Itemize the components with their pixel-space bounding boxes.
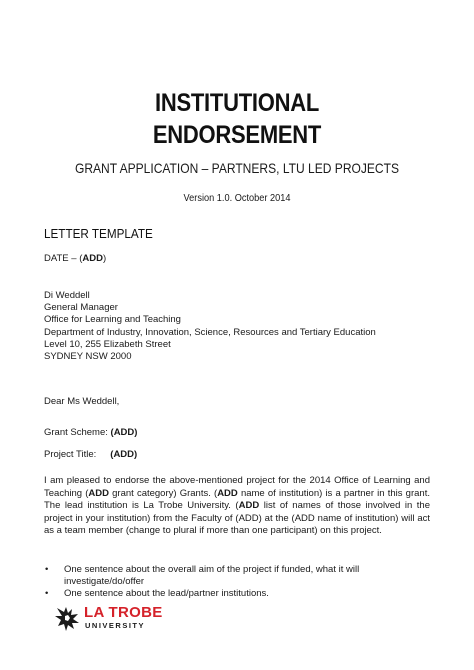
para-text: I am pleased to endorse the above-mentioned project for the 2014 Office of Learning and Teaching ( bbox=[44, 475, 430, 499]
letter-template-heading: LETTER TEMPLATE bbox=[44, 226, 153, 241]
bullet-text: One sentence about the overall aim of the project if funded, what it will investigate/do/offer bbox=[64, 564, 360, 587]
address-line: Level 10, 255 Elizabeth Street bbox=[44, 338, 171, 350]
address-line: Office for Learning and Teaching bbox=[44, 314, 181, 326]
document-title-line1: INSTITUTIONAL bbox=[154, 89, 319, 117]
para-text: list of names of those involved in the project in your institution) from the Faculty of (ADD) at the (ADD name of institution) will act as a team member (change to plural if more than one participant) on this project. bbox=[44, 500, 431, 537]
date-add: ADD bbox=[82, 253, 103, 264]
recipient-address bbox=[44, 290, 376, 363]
date-close: ) bbox=[102, 253, 107, 264]
date-label: DATE – ( bbox=[44, 253, 83, 264]
grant-scheme-line bbox=[44, 427, 137, 438]
grant-scheme-value: (ADD) bbox=[110, 427, 138, 438]
project-title-line bbox=[44, 449, 137, 460]
address-line: Department of Industry, Innovation, Science, Resources and Tertiary Education bbox=[44, 326, 376, 338]
address-line: General Manager bbox=[44, 302, 118, 314]
document-title-line2: ENDORSEMENT bbox=[152, 121, 322, 149]
address-line: Di Weddell bbox=[44, 290, 90, 301]
bullet-list bbox=[44, 564, 434, 601]
para-text: name of institution) is a partner in this grant. The lead institution is La Trobe University. ( bbox=[44, 487, 430, 512]
logo-subtitle: UNIVERSITY bbox=[85, 621, 146, 630]
grant-scheme-label: Grant Scheme: bbox=[44, 427, 111, 438]
version-line: Version 1.0. October 2014 bbox=[183, 193, 291, 204]
document-subtitle: GRANT APPLICATION – PARTNERS, LTU LED PROJECTS bbox=[74, 160, 400, 176]
para-add: ADD bbox=[217, 487, 238, 499]
eagle-crest-icon bbox=[54, 604, 82, 634]
address-line: SYDNEY NSW 2000 bbox=[44, 351, 132, 363]
endorsement-paragraph bbox=[44, 475, 430, 538]
list-item bbox=[44, 588, 434, 600]
bullet-dot: • bbox=[45, 588, 49, 599]
date-line bbox=[44, 253, 106, 264]
para-add: ADD bbox=[88, 487, 109, 499]
bullet-text: One sentence about the lead/partner institutions. bbox=[64, 588, 269, 599]
salutation: Dear Ms Weddell, bbox=[44, 396, 120, 407]
la-trobe-logo bbox=[54, 604, 174, 634]
list-item bbox=[44, 564, 434, 587]
logo-name: LA TROBE bbox=[84, 604, 163, 621]
para-text: grant category) Grants. ( bbox=[108, 487, 218, 499]
para-add: ADD bbox=[238, 500, 260, 512]
project-title-label: Project Title: bbox=[44, 449, 97, 460]
bullet-dot: • bbox=[45, 564, 49, 575]
project-title-value: (ADD) bbox=[110, 449, 138, 460]
